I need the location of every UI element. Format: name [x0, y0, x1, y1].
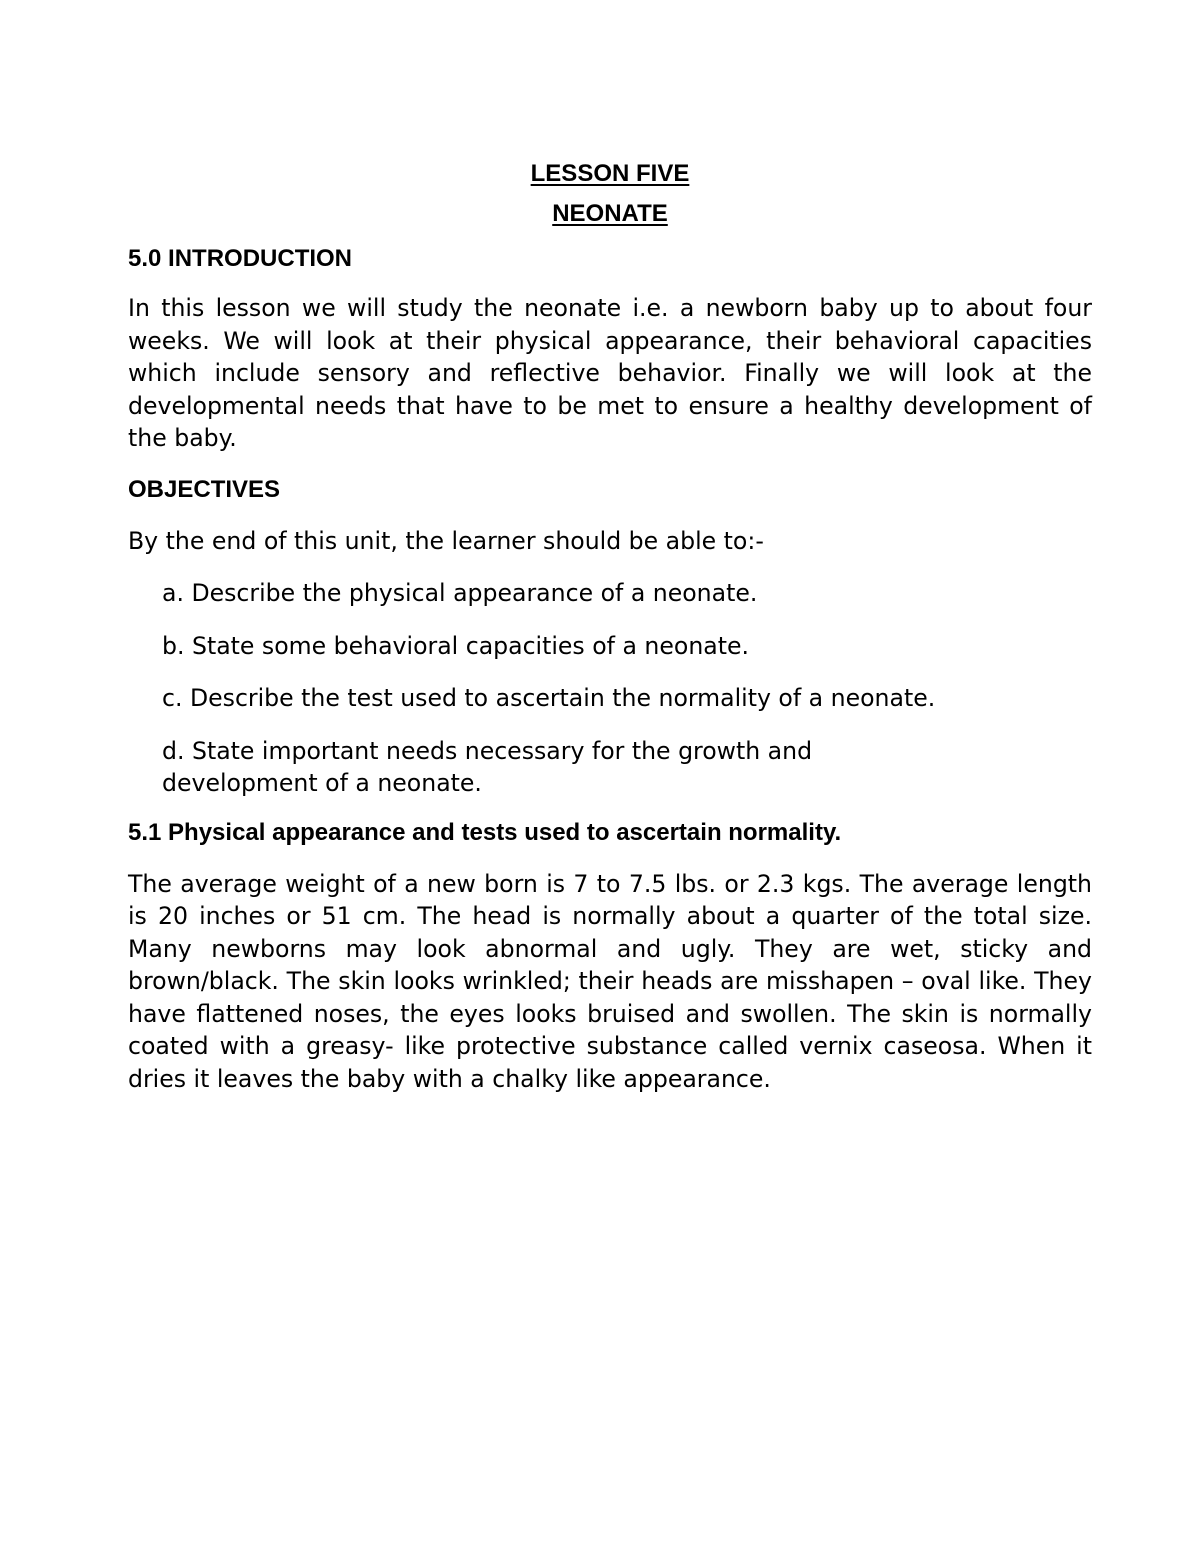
objective-item: b. State some behavioral capacities of a neonate. [162, 631, 750, 660]
section-5-1-heading: 5.1 Physical appearance and tests used to ascertain normality. [128, 818, 842, 846]
section-5-1-paragraph: The average weight of a new born is 7 to 7.5 lbs. or 2.3 kgs. The average length is 20 inches or 51 cm. The head is normally about a quarter of the total size. Many newborns may look abnormal and ugly. They are wet, sticky and brown/black. The skin looks wrinkled; their heads are misshapen – oval like. They have flattened noses, the eyes looks bruised and swollen. The skin is normally coated with a greasy- like protective substance called vernix caseosa. When it dries it leaves the baby with a chalky like appearance. [128, 869, 1092, 1093]
objectives-heading: OBJECTIVES [128, 475, 281, 503]
objectives-lead: By the end of this unit, the learner should be able to:- [128, 526, 764, 555]
intro-heading: 5.0 INTRODUCTION [128, 245, 353, 272]
lesson-title: LESSON FIVE [530, 160, 690, 187]
objectives-list [128, 577, 1092, 800]
objective-item: a. Describe the physical appearance of a neonate. [162, 579, 758, 607]
objective-item: c. Describe the test used to ascertain the normality of a neonate. [162, 684, 936, 712]
document-page [128, 155, 1092, 1095]
objective-item: d. State important needs necessary for the growth and development of a neonate. [162, 736, 813, 797]
lesson-subtitle: NEONATE [552, 200, 668, 227]
intro-paragraph: In this lesson we will study the neonate i.e. a newborn baby up to about four weeks. We will look at their physical appearance, their behavioral capacities which include sensory and reflective behavior. Finally we will look at the developmental needs that have to be met to ensure a healthy development of the baby. [128, 294, 1092, 452]
